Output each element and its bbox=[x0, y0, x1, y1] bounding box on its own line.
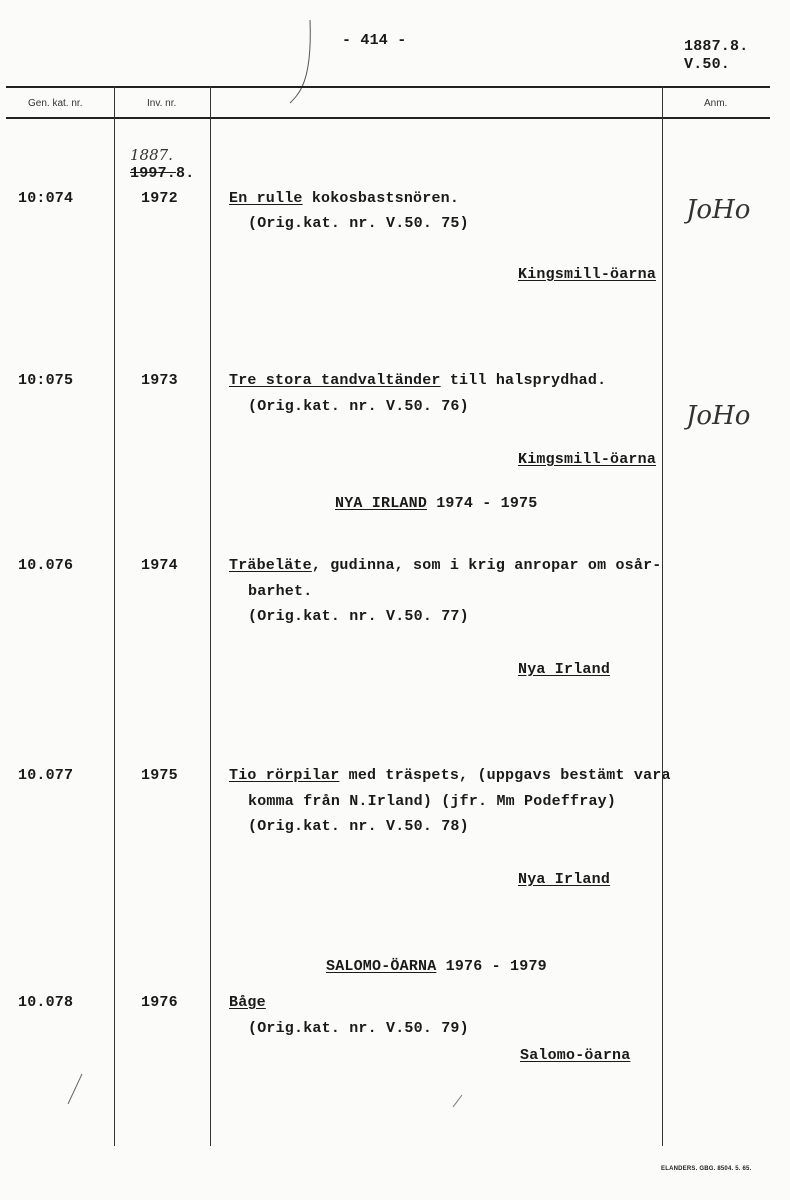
orig-catalog-line: (Orig.kat. nr. V.50. 78) bbox=[248, 818, 469, 835]
entry-desc: till halsprydhad. bbox=[440, 372, 607, 389]
section-label: NYA IRLAND bbox=[335, 495, 428, 512]
entry-description bbox=[229, 372, 606, 389]
printer-imprint: ELANDERS. GBG. 8504. 5. 65. bbox=[661, 1166, 752, 1172]
year-note-handwritten: 1887. bbox=[130, 146, 173, 164]
column-header-gen: Gen. kat. nr. bbox=[28, 98, 83, 109]
inv-number: 1975 bbox=[141, 767, 178, 784]
header-top-rule bbox=[6, 86, 770, 88]
section-range: 1976 - 1979 bbox=[445, 958, 547, 975]
pencil-mark bbox=[280, 15, 340, 105]
initials-text: JoHo bbox=[686, 195, 751, 225]
initials-signature bbox=[684, 182, 756, 238]
page-number: - 414 - bbox=[342, 32, 407, 49]
section-heading-nya-irland bbox=[335, 495, 537, 512]
entry-place: Kingsmill-öarna bbox=[518, 266, 657, 283]
entry-description bbox=[229, 190, 459, 207]
section-heading-salomo bbox=[326, 958, 547, 975]
entry-desc: med träspets, (uppgavs bestämt vara bbox=[339, 767, 671, 784]
entry-description bbox=[229, 767, 671, 784]
entry-place: Kimgsmill-öarna bbox=[518, 451, 657, 468]
entry-desc: kokosbastsnören. bbox=[302, 190, 460, 207]
column-header-anm: Anm. bbox=[704, 98, 728, 109]
entry-title: Tio rörpilar bbox=[229, 767, 340, 784]
stray-mark bbox=[448, 1092, 468, 1112]
section-range: 1974 - 1975 bbox=[436, 495, 538, 512]
entry-title: En rulle bbox=[229, 190, 303, 207]
inv-number: 1973 bbox=[141, 372, 178, 389]
year-note-struck: 1997. bbox=[130, 165, 177, 182]
entry-title: Båge bbox=[229, 994, 266, 1011]
entry-place: Salomo-öarna bbox=[520, 1047, 631, 1064]
entry-desc: , gudinna, som i krig anropar om osår- bbox=[311, 557, 662, 574]
section-label: SALOMO-ÖARNA bbox=[326, 958, 437, 975]
column-divider-inv-desc bbox=[210, 86, 211, 1146]
orig-catalog-line: (Orig.kat. nr. V.50. 79) bbox=[248, 1020, 469, 1037]
initials-signature bbox=[684, 388, 756, 444]
inv-number: 1976 bbox=[141, 994, 178, 1011]
entry-title: Träbeläte bbox=[229, 557, 312, 574]
gen-number: 10.077 bbox=[18, 767, 74, 784]
entry-place: Nya Irland bbox=[518, 871, 611, 888]
stray-mark bbox=[60, 1070, 90, 1110]
gen-number: 10.076 bbox=[18, 557, 74, 574]
inv-number: 1974 bbox=[141, 557, 178, 574]
column-divider-gen-inv bbox=[114, 86, 115, 1146]
gen-number: 10.078 bbox=[18, 994, 74, 1011]
entry-title: Tre stora tandvaltänder bbox=[229, 372, 441, 389]
entry-place: Nya Irland bbox=[518, 661, 611, 678]
year-note-suffix: 8. bbox=[176, 165, 195, 182]
orig-catalog-line: (Orig.kat. nr. V.50. 77) bbox=[248, 608, 469, 625]
column-divider-desc-anm bbox=[662, 86, 663, 1146]
reference-catalog: V.50. bbox=[684, 56, 731, 73]
entry-description bbox=[229, 557, 661, 574]
gen-number: 10:075 bbox=[18, 372, 74, 389]
orig-catalog-line: (Orig.kat. nr. V.50. 75) bbox=[248, 215, 469, 232]
header-bottom-rule bbox=[6, 117, 770, 119]
reference-year: 1887.8. bbox=[684, 38, 749, 55]
orig-catalog-line: (Orig.kat. nr. V.50. 76) bbox=[248, 398, 469, 415]
initials-text: JoHo bbox=[686, 401, 751, 431]
gen-number: 10:074 bbox=[18, 190, 74, 207]
year-note-typed bbox=[130, 165, 194, 182]
inv-number: 1972 bbox=[141, 190, 178, 207]
column-header-inv: Inv. nr. bbox=[147, 98, 177, 109]
entry-continuation: komma från N.Irland) (jfr. Mm Podeffray) bbox=[248, 793, 617, 810]
entry-description bbox=[229, 994, 266, 1011]
entry-continuation: barhet. bbox=[248, 583, 313, 600]
